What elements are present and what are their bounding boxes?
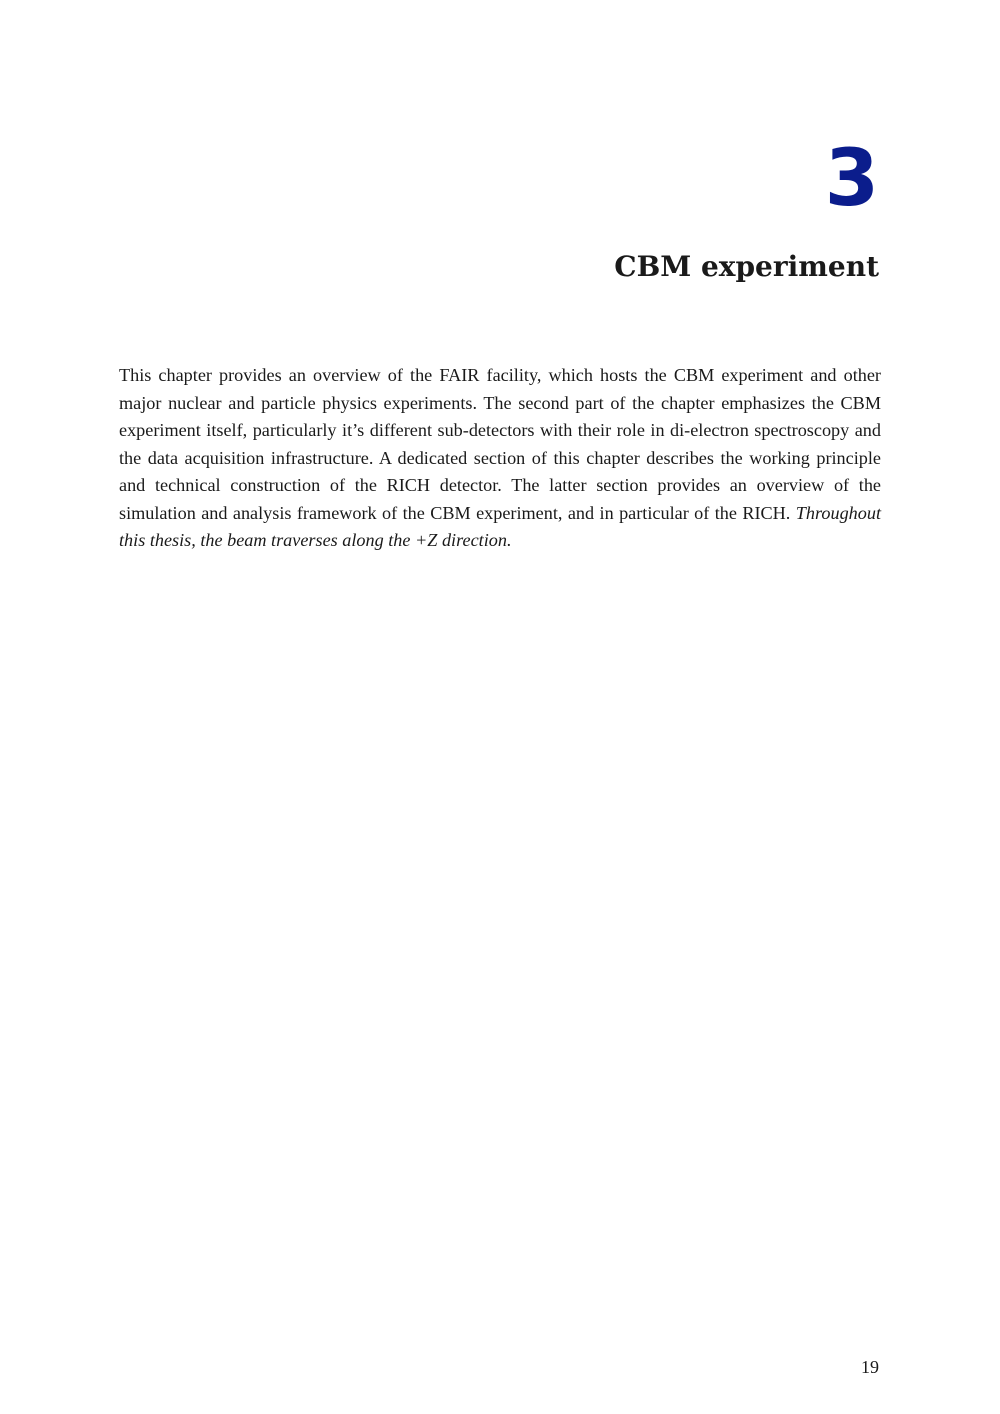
- page-number: 19: [861, 1357, 879, 1377]
- intro-emphasis: Throughout this thesis, the beam traverses along the +Z direction.: [119, 502, 881, 550]
- intro-text: This chapter provides an overview of the FAIR facility, which hosts the CBM experiment and other major nuclear and particle physics experiments. The second part of the chapter emphasizes the CBM experiment itself, particularly it’s different sub-detectors with their role in di-electron spectroscopy and the data acquisition infrastructure. A dedicated section of this chapter describes the working principle and technical construction of the RICH detector. The latter section provides an overview of the simulation and analysis framework of the CBM experiment, and in particular of the RICH.: [119, 365, 881, 523]
- intro-paragraph: [119, 362, 881, 555]
- chapter-number: 3: [824, 134, 879, 224]
- chapter-title: CBM experiment: [614, 250, 879, 283]
